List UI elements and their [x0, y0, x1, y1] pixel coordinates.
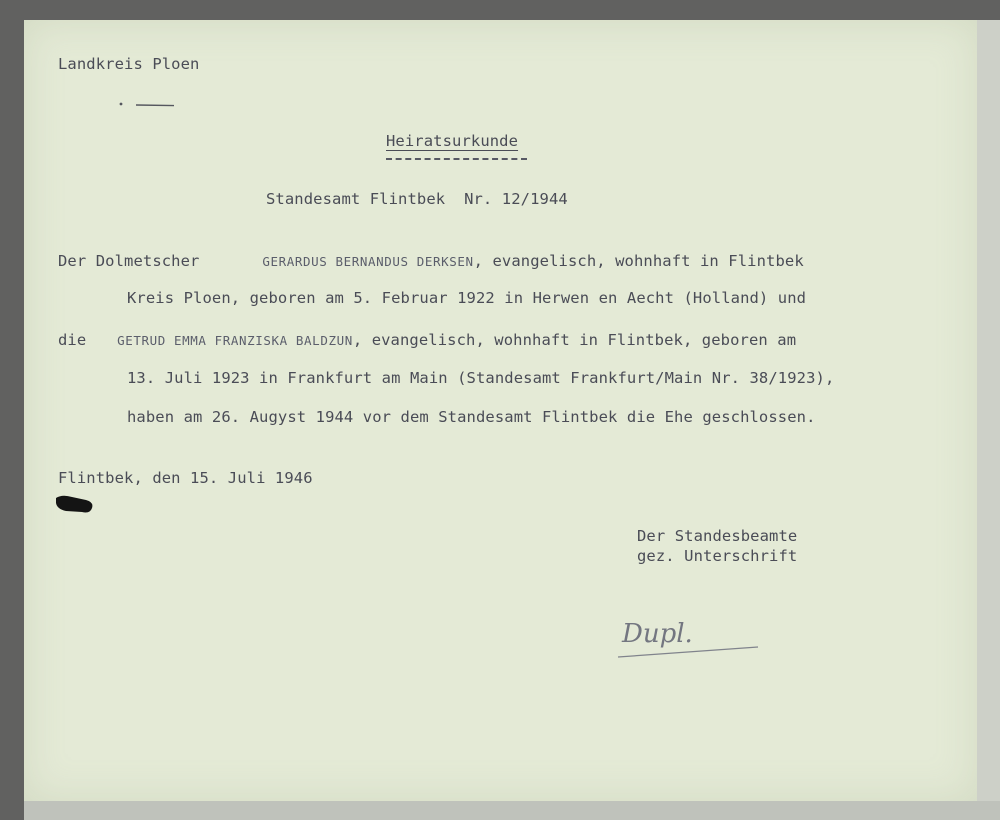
ink-blot-mark — [54, 492, 96, 516]
groom-role: Der Dolmetscher — [58, 252, 200, 270]
groom-name: GERARDUS BERNANDUS DERKSEN — [262, 254, 474, 269]
body-line-2: Kreis Ploen, geboren am 5. Februar 1922 in Herwen en Aecht (Holland) und — [127, 289, 807, 307]
handwritten-dupl-annotation — [612, 612, 762, 662]
body-line-3 — [58, 331, 796, 349]
groom-details: , evangelisch, wohnhaft in Flintbek — [473, 252, 804, 270]
signatory-note: gez. Unterschrift — [637, 547, 798, 565]
place-and-date: Flintbek, den 15. Juli 1946 — [58, 469, 313, 487]
body-line-4: 13. Juli 1923 in Frankfurt am Main (Standesamt Frankfurt/Main Nr. 38/1923), — [127, 369, 835, 387]
district-header: Landkreis Ploen — [58, 55, 200, 73]
title-double-underline — [386, 158, 527, 160]
document-title: Heiratsurkunde — [386, 132, 519, 150]
scan-edge-bottom — [24, 801, 1000, 820]
signatory-title: Der Standesbeamte — [637, 527, 798, 545]
typed-dash-mark — [118, 102, 176, 108]
registry-line: Standesamt Flintbek Nr. 12/1944 — [266, 190, 568, 208]
body-line-1 — [58, 252, 804, 270]
bride-details: , evangelisch, wohnhaft in Flintbek, geboren am — [352, 331, 797, 349]
bride-prefix: die — [58, 331, 87, 349]
bride-name: GETRUD EMMA FRANZISKA BALDZUN — [117, 333, 353, 348]
scan-edge-right — [977, 20, 1000, 820]
body-line-5: haben am 26. Augyst 1944 vor dem Standesamt Flintbek die Ehe geschlossen. — [127, 408, 816, 426]
handwritten-dupl-text: Dupl. — [622, 619, 693, 649]
